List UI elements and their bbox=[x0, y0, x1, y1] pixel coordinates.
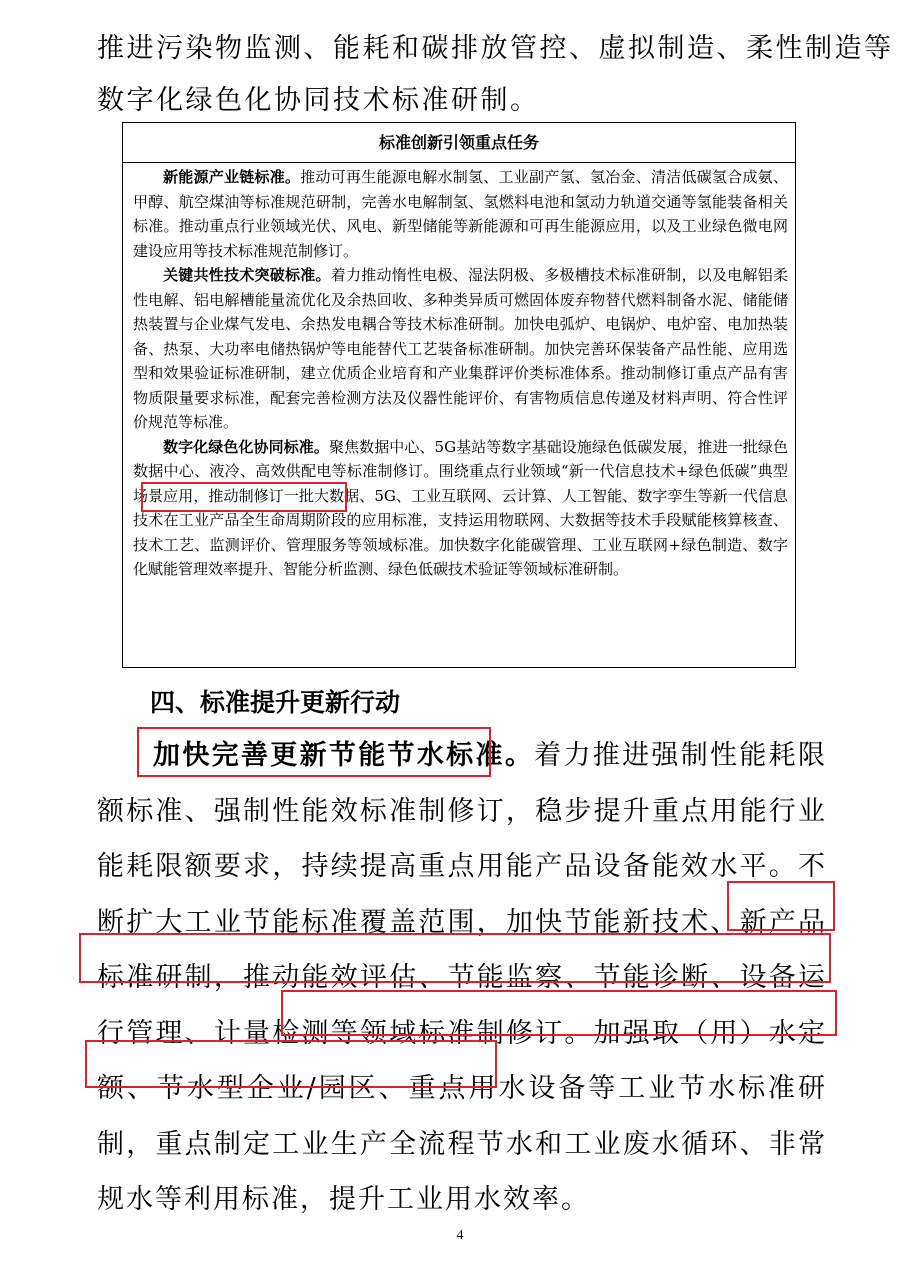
task-new-energy-heading: 新能源产业链标准。 bbox=[163, 168, 301, 186]
task-new-energy bbox=[133, 165, 788, 263]
lead-phrase: 加快完善更新节能节水标准。 bbox=[153, 740, 535, 771]
highlight-digital-green-heading bbox=[141, 482, 347, 512]
intro-line-2: 数字化绿色化协同技术标准研制。 bbox=[97, 85, 540, 116]
task-key-tech-text: 着力推动惰性电极、湿法阴极、多极槽技术标准研制，以及电解铝柔性电解、铝电解槽能量流优化及余热回收、多种类异质可燃固体废弃物替代燃料制备水泥、储能储热装置与企业煤气发电、余热发电耦合等技术标准研制。加快电弧炉、电锅炉、电炉窑、电加热装备、热泵、大功率电储热锅炉等电能替代工艺装备标准研制。加快完善环保装备产品性能、应用选型和效果验证标准研制，建立优质企业培育和产业集群评价类标准体系。推动制修订重点产品有害物质限量要求标准，配套完善检测方法及仪器性能评价、有害物质信息传递及材料声明、符合性评价规范等标准。 bbox=[133, 266, 788, 431]
page-number: 4 bbox=[456, 1228, 464, 1243]
highlight-water-end bbox=[85, 1040, 497, 1088]
intro-line-1: 推进污染物监测、能耗和碳排放管控、虚拟制造、柔性制造等 bbox=[97, 33, 894, 64]
key-tasks-box bbox=[122, 122, 796, 668]
key-tasks-box-title: 标准创新引领重点任务 bbox=[123, 123, 795, 163]
highlight-water-start bbox=[281, 990, 837, 1036]
task-digital-green-heading: 数字化绿色化协同标准。 bbox=[163, 437, 329, 456]
section-heading: 四、标准提升更新行动 bbox=[150, 688, 401, 717]
paragraph-text-c: 加强取（用）水定额、节水型企业/园区、重点用水设备等工业节水标准研制， bbox=[97, 1017, 828, 1160]
task-new-energy-text: 推动可再生能源电解水制氢、工业副产氢、氢冶金、清洁低碳氢合成氨、甲醇、航空煤油等标准规范研制，完善水电解制氢、氢燃料电池和氢动力轨道交通等氢能装备相关标准。推动重点行业领域光伏、风电、新型储能等新能源和可再生能源应用，以及工业绿色微电网建设应用等技术标准规范制修订。 bbox=[133, 168, 788, 260]
task-key-tech-heading: 关键共性技术突破标准。 bbox=[163, 266, 331, 284]
paragraph-text-d: 重点制定工业生产全流程节水和工业废水循环、非常规水等利用标准，提升工业用水效率。 bbox=[97, 1128, 828, 1215]
paragraph-text-b: 推动能效评估、节能监察、节能诊断、设备运行管理、计量检测等领域标准制修订。 bbox=[97, 962, 828, 1049]
task-digital-green-text: 聚焦数据中心、5G基站等数字基础设施绿色低碳发展，推进一批绿色数据中心、液冷、高效供配电等标准制修订。围绕重点行业领域“新一代信息技术+绿色低碳”典型场景应用，推动制修订一批大数据、5G、工业互联网、云计算、人工智能、数字孪生等新一代信息技术在工业产品全生命周期阶段的应用标准，支持运用物联网、大数据等技术手段赋能核算核查、技术工艺、监测评价、管理服务等领域标准。加快数字化能碳管理、工业互联网+绿色制造、数字化赋能管理效率提升、智能分析监测、绿色低碳技术验证等领域标准研制。 bbox=[133, 437, 788, 578]
highlight-efficiency-end bbox=[79, 933, 831, 983]
paragraph-text-a: 着力推进强制性能耗限额标准、强制性能效标准制修订，稳步提升重点用能行业能耗限额要求，持续提高重点用能产品设备能效水平。不断扩大工业节能标准覆盖范围，加快节能新技术、新产品标准研制， bbox=[97, 740, 828, 993]
highlight-efficiency-start bbox=[727, 881, 835, 931]
highlight-lead-phrase bbox=[137, 727, 491, 777]
key-tasks-box-body bbox=[133, 165, 788, 582]
task-key-tech bbox=[133, 263, 788, 435]
